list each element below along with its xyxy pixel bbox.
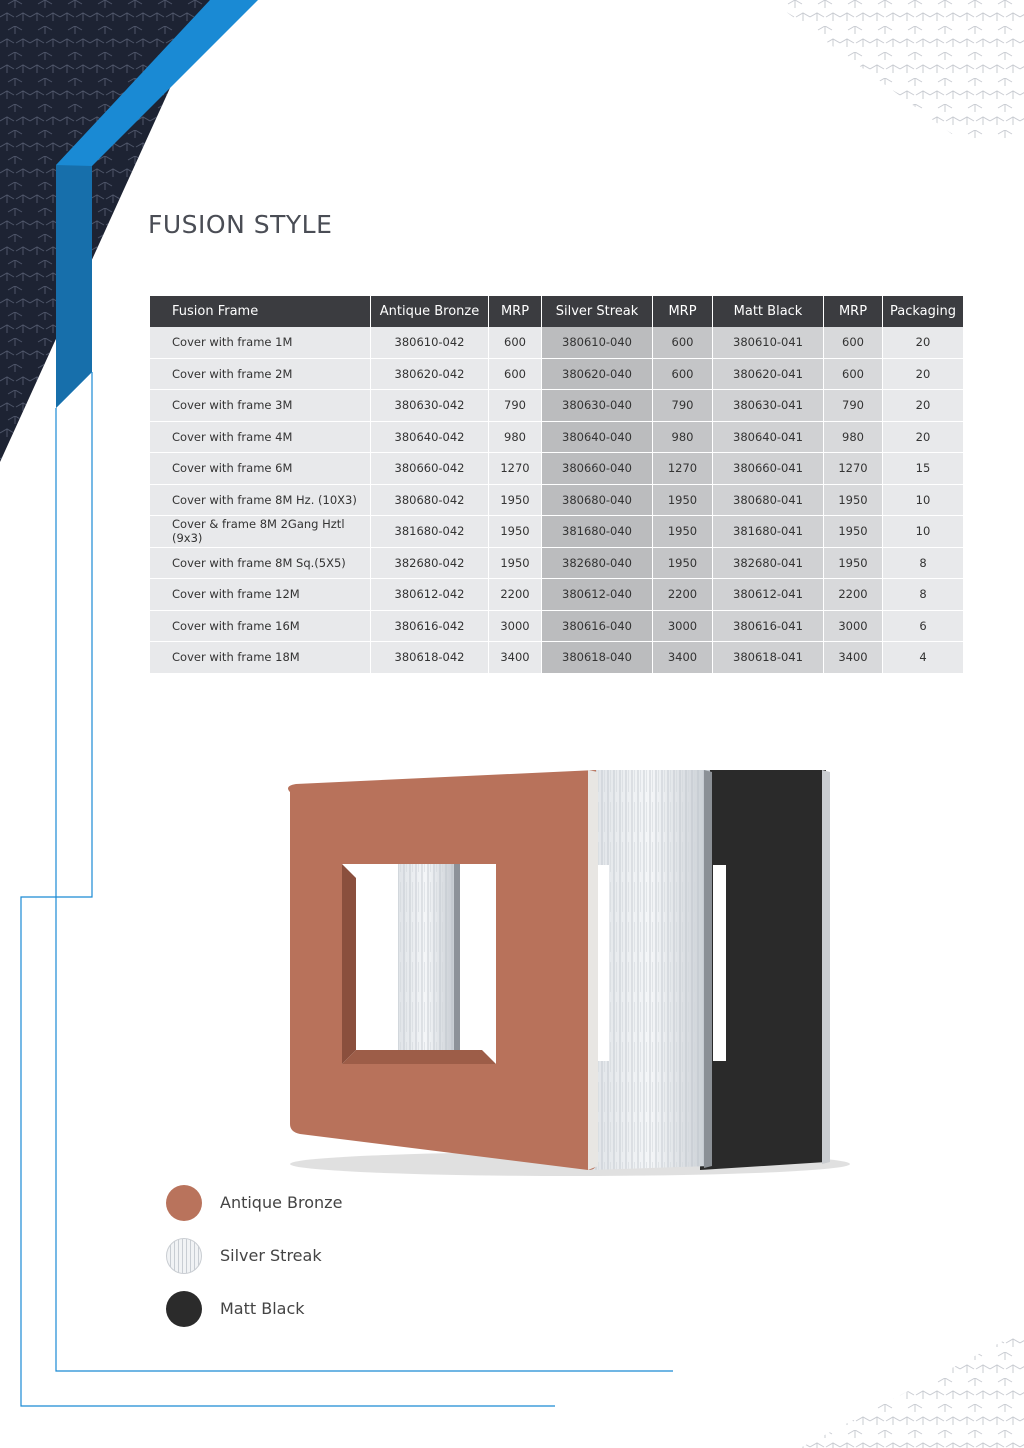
packaging-qty: 20 [883, 390, 964, 422]
matt-black-code: 382680-041 [713, 547, 824, 579]
silver-streak-code: 380612-040 [542, 579, 653, 611]
header-antique-bronze: Antique Bronze [371, 296, 489, 327]
matt-black-plate [700, 770, 830, 1170]
table-row [150, 484, 964, 516]
packaging-qty: 10 [883, 484, 964, 516]
silver-streak-code: 382680-040 [542, 547, 653, 579]
silver-streak-mrp: 3000 [653, 610, 713, 642]
silver-streak-mrp: 1950 [653, 516, 713, 548]
packaging-qty: 8 [883, 579, 964, 611]
silver-streak-mrp: 3400 [653, 642, 713, 674]
legend-label: Matt Black [220, 1299, 305, 1318]
matt-black-code: 381680-041 [713, 516, 824, 548]
matt-black-code: 380612-041 [713, 579, 824, 611]
table-row [150, 642, 964, 674]
packaging-qty: 4 [883, 642, 964, 674]
silver-streak-code: 380610-040 [542, 327, 653, 358]
product-name: Cover with frame 4M [150, 421, 371, 453]
silver-streak-code: 380620-040 [542, 358, 653, 390]
matt-black-code: 380630-041 [713, 390, 824, 422]
header-matt-black: Matt Black [713, 296, 824, 327]
header-packaging: Packaging [883, 296, 964, 327]
packaging-qty: 10 [883, 516, 964, 548]
product-name: Cover with frame 8M Sq.(5X5) [150, 547, 371, 579]
silver-streak-code: 380660-040 [542, 453, 653, 485]
antique-bronze-code: 380610-042 [371, 327, 489, 358]
table-row [150, 547, 964, 579]
product-name: Cover with frame 8M Hz. (10X3) [150, 484, 371, 516]
antique-bronze-mrp: 3400 [489, 642, 542, 674]
table-row [150, 327, 964, 358]
antique-bronze-mrp: 600 [489, 327, 542, 358]
matt-black-code: 380618-041 [713, 642, 824, 674]
antique-bronze-mrp: 1270 [489, 453, 542, 485]
product-name: Cover with frame 3M [150, 390, 371, 422]
table-row [150, 610, 964, 642]
antique-bronze-code: 380680-042 [371, 484, 489, 516]
antique-bronze-code: 380612-042 [371, 579, 489, 611]
antique-bronze-code: 380640-042 [371, 421, 489, 453]
matt-black-code: 380680-041 [713, 484, 824, 516]
antique-bronze-code: 380620-042 [371, 358, 489, 390]
silver-streak-code: 380630-040 [542, 390, 653, 422]
header-mrp-silver: MRP [653, 296, 713, 327]
table-row [150, 358, 964, 390]
matt-black-mrp: 2200 [824, 579, 883, 611]
matt-black-mrp: 790 [824, 390, 883, 422]
table-row [150, 390, 964, 422]
product-name: Cover with frame 16M [150, 610, 371, 642]
silver-streak-mrp: 1950 [653, 547, 713, 579]
antique-bronze-code: 380616-042 [371, 610, 489, 642]
antique-bronze-mrp: 600 [489, 358, 542, 390]
product-name: Cover with frame 1M [150, 327, 371, 358]
legend-label: Antique Bronze [220, 1193, 343, 1212]
antique-bronze-mrp: 1950 [489, 516, 542, 548]
silver-streak-mrp: 600 [653, 358, 713, 390]
matt-black-mrp: 1950 [824, 516, 883, 548]
legend-item-antique-bronze [166, 1176, 342, 1229]
table-row [150, 516, 964, 548]
silver-streak-mrp: 790 [653, 390, 713, 422]
price-table [150, 296, 964, 674]
legend-item-silver-streak [166, 1229, 342, 1282]
matt-black-code: 380660-041 [713, 453, 824, 485]
header-mrp-bronze: MRP [489, 296, 542, 327]
antique-bronze-mrp: 1950 [489, 547, 542, 579]
silver-streak-mrp: 1270 [653, 453, 713, 485]
table-row [150, 453, 964, 485]
legend-label: Silver Streak [220, 1246, 322, 1265]
antique-bronze-swatch [166, 1185, 202, 1221]
table-header-row [150, 296, 964, 327]
antique-bronze-code: 380630-042 [371, 390, 489, 422]
header-mrp-black: MRP [824, 296, 883, 327]
matt-black-code: 380620-041 [713, 358, 824, 390]
matt-black-mrp: 980 [824, 421, 883, 453]
legend-item-matt-black [166, 1282, 342, 1335]
antique-bronze-code: 380660-042 [371, 453, 489, 485]
product-photo [270, 762, 850, 1182]
silver-streak-mrp: 2200 [653, 579, 713, 611]
antique-bronze-mrp: 3000 [489, 610, 542, 642]
silver-streak-code: 380616-040 [542, 610, 653, 642]
antique-bronze-code: 382680-042 [371, 547, 489, 579]
packaging-qty: 6 [883, 610, 964, 642]
silver-streak-swatch [166, 1238, 202, 1274]
matt-black-mrp: 3000 [824, 610, 883, 642]
packaging-qty: 15 [883, 453, 964, 485]
packaging-qty: 20 [883, 327, 964, 358]
page-title: FUSION STYLE [148, 210, 333, 239]
silver-streak-mrp: 1950 [653, 484, 713, 516]
silver-streak-code: 380680-040 [542, 484, 653, 516]
header-silver-streak: Silver Streak [542, 296, 653, 327]
matt-black-mrp: 1270 [824, 453, 883, 485]
matt-black-code: 380640-041 [713, 421, 824, 453]
product-name: Cover with frame 12M [150, 579, 371, 611]
packaging-qty: 20 [883, 421, 964, 453]
silver-streak-mrp: 980 [653, 421, 713, 453]
antique-bronze-mrp: 980 [489, 421, 542, 453]
header-fusion-frame: Fusion Frame [150, 296, 371, 327]
matt-black-code: 380610-041 [713, 327, 824, 358]
antique-bronze-mrp: 790 [489, 390, 542, 422]
silver-streak-code: 380618-040 [542, 642, 653, 674]
antique-bronze-mrp: 1950 [489, 484, 542, 516]
silver-streak-mrp: 600 [653, 327, 713, 358]
product-name: Cover with frame 6M [150, 453, 371, 485]
product-name: Cover with frame 2M [150, 358, 371, 390]
product-name: Cover & frame 8M 2Gang Hztl (9x3) [150, 516, 371, 548]
matt-black-mrp: 1950 [824, 547, 883, 579]
antique-bronze-plate [288, 770, 598, 1170]
matt-black-mrp: 1950 [824, 484, 883, 516]
silver-streak-code: 381680-040 [542, 516, 653, 548]
matt-black-mrp: 3400 [824, 642, 883, 674]
table-row [150, 579, 964, 611]
matt-black-code: 380616-041 [713, 610, 824, 642]
matt-black-mrp: 600 [824, 327, 883, 358]
packaging-qty: 20 [883, 358, 964, 390]
finish-legend [166, 1176, 342, 1335]
matt-black-mrp: 600 [824, 358, 883, 390]
antique-bronze-mrp: 2200 [489, 579, 542, 611]
packaging-qty: 8 [883, 547, 964, 579]
antique-bronze-code: 380618-042 [371, 642, 489, 674]
silver-streak-code: 380640-040 [542, 421, 653, 453]
product-name: Cover with frame 18M [150, 642, 371, 674]
matt-black-swatch [166, 1291, 202, 1327]
antique-bronze-code: 381680-042 [371, 516, 489, 548]
silver-streak-plate [590, 770, 712, 1170]
table-row [150, 421, 964, 453]
